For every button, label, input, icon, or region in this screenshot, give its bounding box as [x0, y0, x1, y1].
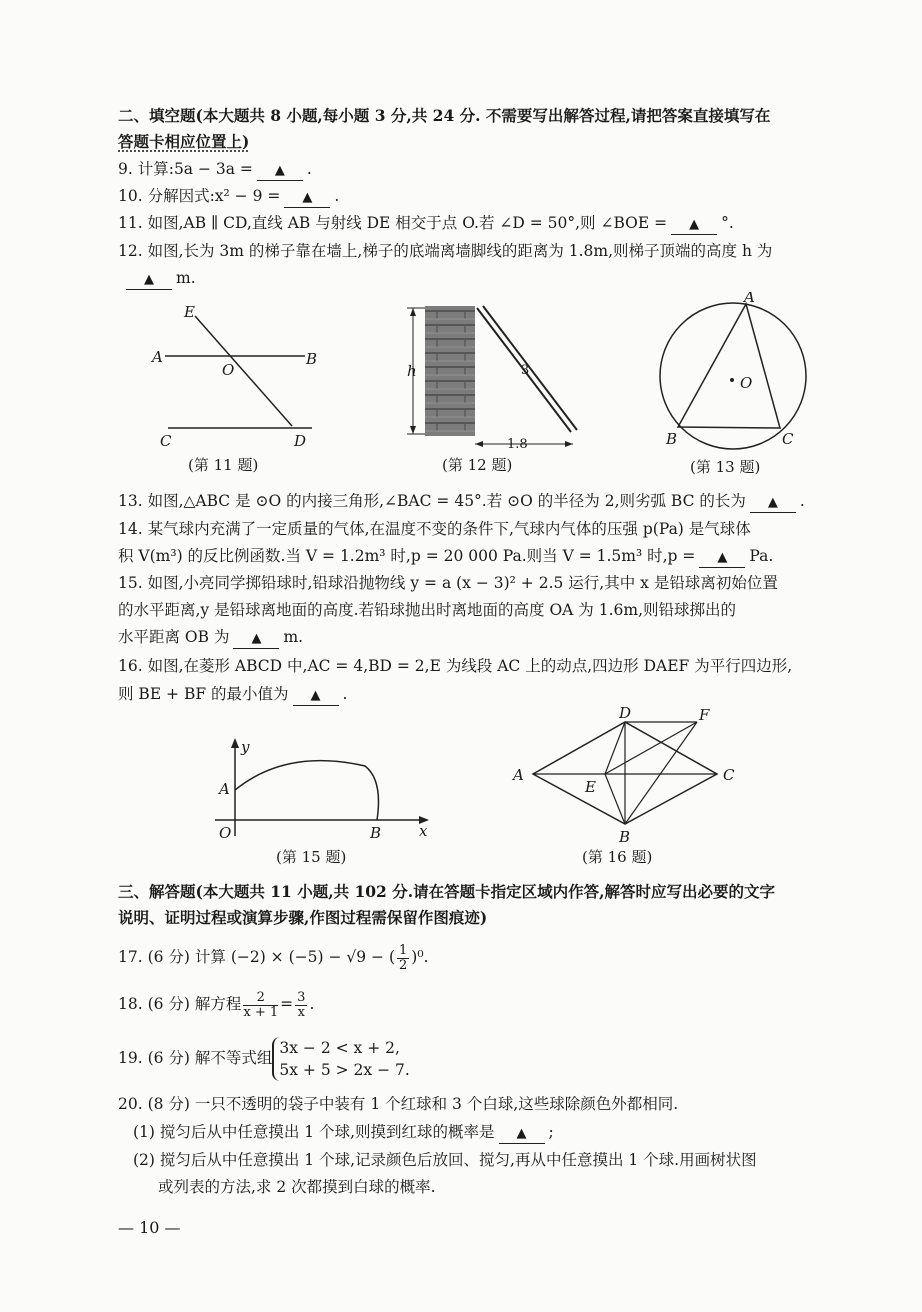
label-O: O: [219, 824, 232, 842]
triangle-icon: ▲: [717, 550, 728, 565]
label-h: h: [407, 362, 417, 380]
label-C: C: [160, 432, 172, 450]
label-B: B: [666, 430, 678, 448]
answer-blank: [499, 1123, 545, 1144]
question-20-part2-line1: (2) 搅匀后从中任意摸出 1 个球,记录颜色后放回、搅匀,再从中任意摸出 1 个球.用画树状图: [133, 1151, 757, 1169]
label-C: C: [782, 430, 794, 448]
triangle-icon: ▲: [310, 688, 321, 703]
caption-13: (第 13 题): [690, 458, 761, 476]
section2-heading-line1: 二、填空题(本大题共 8 小题,每小题 3 分,共 24 分. 不需要写出解答过程,请把答案直接填写在: [118, 106, 771, 125]
question-19: 19. (6 分) 解不等式组 3x − 2 < x + 2, 5x + 5 > 2x − 7.: [118, 1039, 410, 1079]
figure-12: [395, 298, 585, 456]
triangle-icon: ▲: [302, 190, 313, 205]
answer-blank: [750, 492, 796, 513]
label-D: D: [619, 706, 632, 722]
triangle-icon: ▲: [251, 631, 262, 646]
triangle-icon: ▲: [767, 495, 778, 510]
label-base-distance: 1.8: [507, 437, 528, 452]
page-number: — 10 —: [118, 1218, 181, 1237]
question-20-part2-line2: 或列表的方法,求 2 次都摸到白球的概率.: [158, 1178, 436, 1196]
triangle-icon: ▲: [689, 217, 700, 232]
question-14-line1: 14. 某气球内充满了一定质量的气体,在温度不变的条件下,气球内气体的压强 p(Pa) 是气球体: [118, 520, 751, 538]
label-y: y: [241, 738, 250, 756]
figure-16: [505, 706, 740, 844]
question-16-line2: 则 BE + BF 的最小值为 ▲ .: [118, 683, 347, 706]
figure-15: [205, 728, 440, 846]
question-20-part1: (1) 搅匀后从中任意摸出 1 个球,则摸到红球的概率是 ▲ ;: [133, 1121, 554, 1144]
label-O: O: [740, 374, 753, 392]
label-B: B: [619, 828, 631, 844]
answer-blank: [233, 628, 279, 649]
caption-16: (第 16 题): [582, 848, 653, 866]
label-B: B: [306, 350, 318, 368]
triangle-icon: ▲: [274, 163, 285, 178]
question-9: 9. 计算:5a − 3a = ▲ .: [118, 158, 312, 181]
label-A: A: [219, 780, 230, 798]
section3-heading-line1: 三、解答题(本大题共 11 小题,共 102 分.请在答题卡指定区域内作答,解答时应写出必要的文字: [118, 882, 776, 901]
answer-blank: [699, 547, 745, 568]
caption-11: (第 11 题): [188, 456, 259, 474]
label-B: B: [370, 824, 382, 842]
label-C: C: [723, 766, 735, 784]
question-15-line2: 的水平距离,y 是铅球离地面的高度.若铅球抛出时离地面的高度 OA 为 1.6m,则铅球掷出的: [118, 601, 736, 619]
question-12-line2: ▲ m.: [118, 267, 196, 290]
label-D: D: [294, 432, 307, 450]
figure-13: [650, 292, 820, 454]
section2-heading-line2: 答题卡相应位置上): [118, 132, 250, 151]
question-12-line1: 12. 如图,长为 3m 的梯子靠在墙上,梯子的底端离墙脚线的距离为 1.8m,则梯子顶端的高度 h 为: [118, 242, 773, 260]
question-15-line3: 水平距离 OB 为 ▲ m.: [118, 626, 303, 649]
question-15-line1: 15. 如图,小亮同学掷铅球时,铅球沿抛物线 y = a (x − 3)² + 2.5 运行,其中 x 是铅球离初始位置: [118, 574, 778, 592]
inequality-system: 3x − 2 < x + 2, 5x + 5 > 2x − 7.: [272, 1037, 409, 1081]
question-11: 11. 如图,AB ∥ CD,直线 AB 与射线 DE 相交于点 O.若 ∠D = 50°,则 ∠BOE = ▲ °.: [118, 212, 734, 235]
caption-12: (第 12 题): [442, 456, 513, 474]
label-A: A: [152, 348, 163, 366]
question-16-line1: 16. 如图,在菱形 ABCD 中,AC = 4,BD = 2,E 为线段 AC 上的动点,四边形 DAEF 为平行四边形,: [118, 657, 793, 675]
answer-blank: [293, 685, 339, 706]
label-O: O: [222, 361, 235, 379]
triangle-icon: ▲: [144, 272, 154, 287]
label-A: A: [513, 766, 524, 784]
question-13: 13. 如图,△ABC 是 ⊙O 的内接三角形,∠BAC = 45°.若 ⊙O 的半径为 2,则劣弧 BC 的长为 ▲ .: [118, 490, 805, 513]
label-x: x: [419, 822, 428, 840]
triangle-icon: ▲: [516, 1126, 527, 1141]
answer-blank: [126, 269, 172, 290]
label-E: E: [184, 303, 195, 321]
question-20-line1: 20. (8 分) 一只不透明的袋子中装有 1 个红球和 3 个白球,这些球除颜色外都相同.: [118, 1095, 679, 1113]
answer-blank: [671, 214, 717, 235]
section3-heading-line2: 说明、证明过程或演算步骤,作图过程需保留作图痕迹): [118, 908, 488, 927]
question-17: 17. (6 分) 计算 (−2) × (−5) − √9 − ( $\frac{1}{2}$ )⁰.: [118, 942, 429, 973]
label-ladder-length: 3: [521, 363, 530, 378]
question-18: 18. (6 分) 解方程 $\frac{2}{x + 1}$ = $\frac{3}{x}$ .: [118, 989, 315, 1020]
label-E: E: [585, 778, 596, 796]
answer-blank: [284, 187, 330, 208]
caption-15: (第 15 题): [276, 848, 347, 866]
label-A: A: [744, 292, 755, 306]
question-14-line2: 积 V(m³) 的反比例函数.当 V = 1.2m³ 时,p = 20 000 Pa.则当 V = 1.5m³ 时,p = ▲ Pa.: [118, 545, 773, 568]
question-10: 10. 分解因式:x² − 9 = ▲ .: [118, 185, 339, 208]
figure-11: [140, 298, 330, 456]
answer-blank: [257, 160, 303, 181]
label-F: F: [699, 706, 710, 724]
